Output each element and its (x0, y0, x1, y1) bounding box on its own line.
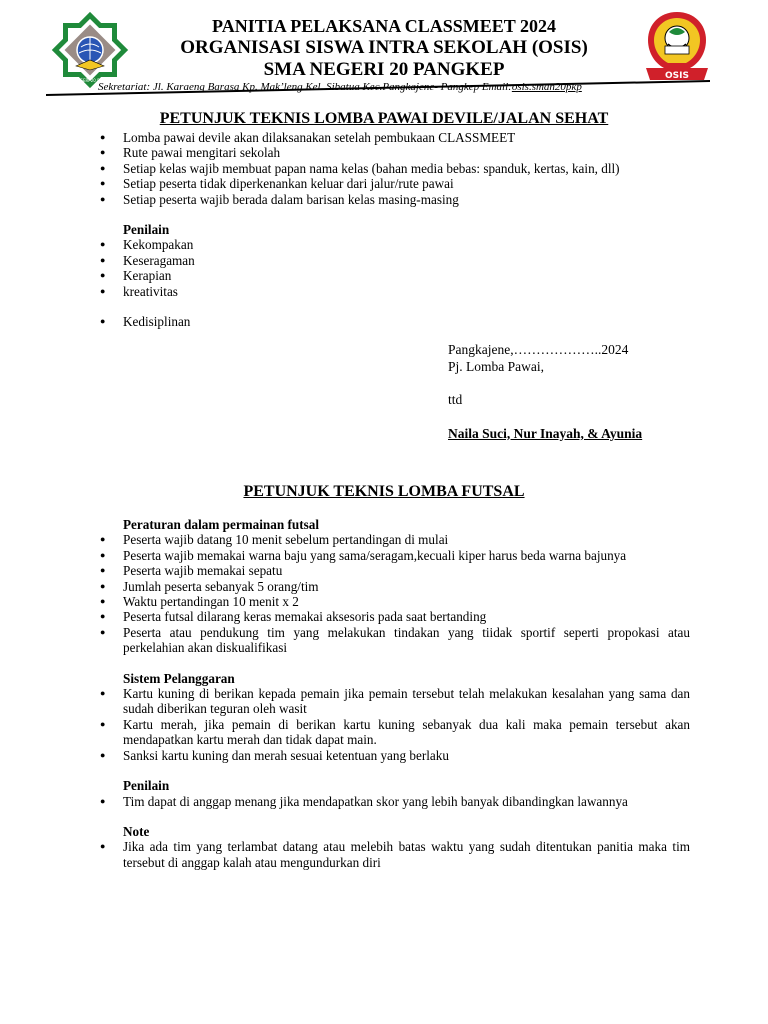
svg-text:SMA NEGERI 20 PANGKEP: SMA NEGERI 20 PANGKEP (64, 78, 116, 83)
email-link[interactable]: osis.sman20pkp (511, 81, 582, 93)
futsal-content (100, 517, 690, 870)
list-item: ● Lomba pawai devile akan dilaksanakan setelah pembukaan CLASSMEET (100, 130, 690, 145)
futsal-note-heading: Note (123, 823, 150, 839)
list-item: ● Setiap kelas wajib membuat papan nama kelas (bahan media bebas: spanduk, kertas, kain, dll) (100, 161, 690, 176)
secretariat-address: Sekretariat: Jl. Karaeng Barasa Kp. Mak’leng Kel. Sibatua Kec.Pangkajene- Pangkep Email:osis.sman20pkp (98, 81, 582, 93)
place-date: Pangkajene,………………..2024 (448, 342, 629, 357)
list-item: ● Keseragaman (100, 253, 690, 268)
futsal-title: PETUNJUK TEKNIS LOMBA FUTSAL (243, 483, 525, 500)
school-name: SMA NEGERI 20 PANGKEP (263, 59, 505, 80)
pawai-content (100, 130, 690, 329)
futsal-rules-list (100, 532, 690, 655)
list-item: ● Peserta wajib memakai sepatu (100, 563, 690, 578)
signature-ttd: ttd (448, 392, 463, 407)
list-item: ● Kartu merah, jika pemain di berikan kartu kuning sebanyak dua kali maka pemain tersebut akan mendapatkan kartu merah dan tidak dapat main. (100, 717, 690, 748)
futsal-pelanggaran-heading: Sistem Pelanggaran (123, 670, 235, 686)
list-item: ● Kekompakan (100, 237, 690, 252)
list-item: ● Setiap peserta wajib berada dalam barisan kelas masing-masing (100, 192, 690, 207)
futsal-rules-heading: Peraturan dalam permainan futsal (123, 517, 319, 532)
list-item: ● Peserta atau pendukung tim yang melakukan tindakan yang tiidak sportif seperti propokasi atau perkelahian akan diskualifikasi (100, 625, 690, 656)
list-item: ● Waktu pertandingan 10 menit x 2 (100, 594, 690, 609)
pawai-penilaian-list (100, 237, 690, 299)
futsal-note-list (100, 839, 690, 870)
svg-text:OSIS: OSIS (665, 71, 689, 81)
list-item: ● Peserta wajib datang 10 menit sebelum pertandingan di mulai (100, 532, 690, 547)
futsal-penilaian-list (100, 794, 690, 809)
list-item: ● Jika ada tim yang terlambat datang atau melebih batas waktu yang sudah ditentukan panitia maka tim tersebut di anggap kalah atau mengundurkan diri (100, 839, 690, 870)
pawai-penilaian-heading: Penilain (123, 222, 170, 238)
list-item: ● Rute pawai mengitari sekolah (100, 145, 690, 160)
list-item: ● Jumlah peserta sebanyak 5 orang/tim (100, 579, 690, 594)
letterhead-heading (140, 16, 628, 81)
futsal-penilaian-heading: Penilain (123, 778, 170, 794)
list-item: ● Kedisiplinan (100, 314, 690, 329)
list-item: ● Peserta wajib memakai warna baju yang sama/seragam,kecuali kiper harus beda warna bajunya (100, 548, 690, 563)
signature-role: Pj. Lomba Pawai, (448, 358, 544, 374)
list-item: ● Sanksi kartu kuning dan merah sesuai ketentuan yang berlaku (100, 748, 690, 763)
pawai-rules-list (100, 130, 690, 207)
list-item: ● Kartu kuning di berikan kepada pemain jika pemain tersebut telah melakukan kesalahan yang sama dan sudah diberikan teguran oleh wasit (100, 686, 690, 717)
organization-name: ORGANISASI SISWA INTRA SEKOLAH (OSIS) (180, 37, 588, 58)
osis-logo-icon (642, 8, 712, 84)
list-item: ● Kerapian (100, 268, 690, 283)
list-item: ● Peserta futsal dilarang keras memakai aksesoris pada saat bertanding (100, 609, 690, 624)
list-item: ● Tim dapat di anggap menang jika mendapatkan skor yang lebih banyak dibandingkan lawannya (100, 794, 690, 809)
futsal-pelanggaran-list (100, 686, 690, 763)
signature-names: Naila Suci, Nur Inayah, & Ayunia (448, 425, 643, 441)
signature-block (448, 342, 642, 442)
committee-name: PANITIA PELAKSANA CLASSMEET 2024 (212, 16, 556, 36)
list-item: ● kreativitas (100, 284, 690, 299)
list-item: ● Setiap peserta tidak diperkenankan keluar dari jalur/rute pawai (100, 176, 690, 191)
pawai-title: PETUNJUK TEKNIS LOMBA PAWAI DEVILE/JALAN SEHAT (159, 110, 609, 127)
letterhead (0, 0, 768, 100)
